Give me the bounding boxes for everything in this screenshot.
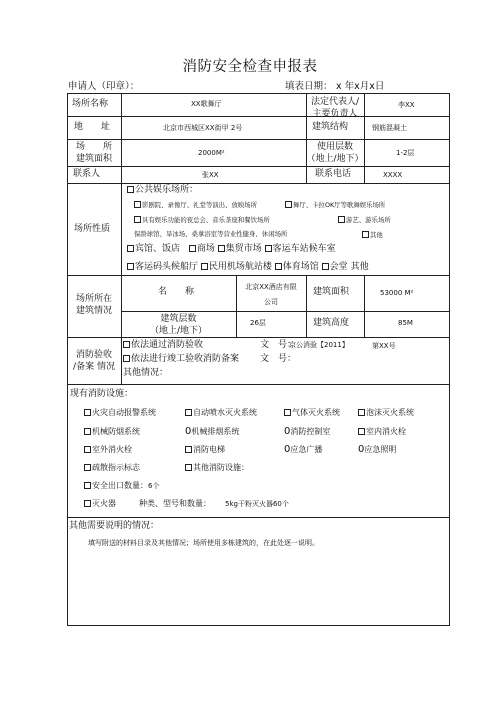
notes-text: 填写附送的材料目录及其他情况；场所使用多栋建筑的，在此处逐一说明。 (88, 539, 319, 547)
fac-control[interactable]: 0消防控制室 (284, 426, 331, 437)
venue-name: XX歌舞厅 (191, 100, 222, 108)
floors: 1-2层 (396, 149, 415, 157)
checkbox-icon (127, 245, 134, 252)
doc-value-1b: 第XX号 (372, 342, 396, 350)
checkbox-icon (201, 263, 208, 270)
opt-port[interactable]: 客运码头候船厅 (127, 262, 198, 272)
zero-mark: 0 (284, 426, 291, 437)
address: 北京市西城区XX街甲 2号 (163, 124, 243, 132)
acceptance-label: 消防验收 /备案 情况 (73, 350, 115, 373)
checkbox-icon (127, 263, 134, 270)
fac-foam[interactable]: 泡沫灭火系统 (358, 409, 414, 417)
public-ent-option[interactable]: 公共娱乐场所： (127, 186, 198, 195)
facilities-label: 现有消防设施： (70, 389, 134, 399)
opt-bus[interactable]: 客运车站候车室 (265, 244, 336, 254)
area-label: 场 所 建筑面积 (75, 142, 112, 165)
page-title: 消防安全检查申报表 (182, 59, 318, 75)
checkbox-icon (189, 245, 196, 252)
checkbox-icon (265, 245, 272, 252)
structure-label: 建筑结构 (312, 122, 349, 132)
fac-other[interactable]: 其他消防设施： (185, 464, 249, 472)
nature-row-1 (127, 245, 336, 254)
opt-gym[interactable]: 体育场馆 (275, 262, 319, 272)
doc-value-1: 京公消验【2011】 (289, 341, 349, 349)
extinguisher-option[interactable]: 灭火器 (84, 500, 116, 508)
opt-market[interactable]: 集贸市场 (218, 244, 262, 254)
checkbox-icon (84, 428, 91, 435)
checkbox-icon (185, 409, 192, 416)
ent-option-1[interactable]: 影剧院、录像厅、礼堂等演出、放映场所 (134, 201, 257, 208)
checkbox-icon (185, 464, 192, 471)
date-label: 填表日期： (285, 81, 333, 92)
checkbox-icon (358, 428, 365, 435)
fac-gas[interactable]: 气体灭火系统 (284, 409, 340, 417)
area: 2000M² (198, 149, 225, 157)
extinguisher-kind-label: 种类、型号和数量： (139, 499, 211, 508)
fac-sprinkler[interactable]: 自动喷水灭火系统 (185, 409, 257, 417)
checkbox-icon (84, 464, 91, 471)
checkbox-icon (134, 201, 141, 208)
notes-label: 其他需要说明的情况： (69, 521, 160, 531)
checkbox-icon (275, 263, 282, 270)
building-label: 场所所在 建筑情况 (75, 294, 112, 317)
phone: XXXX (383, 171, 403, 179)
doc-label-2: 文 号： (260, 354, 297, 364)
contact-label: 联系人 (73, 169, 101, 179)
legal-rep-label: 法定代表人/ 主要负责人 (310, 97, 360, 120)
fac-lighting[interactable]: 0应急照明 (358, 444, 397, 455)
applicant-label: 申请人（印章）： (68, 81, 140, 92)
building-height: 85M (398, 319, 413, 327)
zero-mark: 0 (284, 444, 291, 455)
ent-option-6[interactable]: 其他 (362, 231, 383, 238)
building-floors-label: 建筑层数 （地上/地下） (149, 314, 208, 337)
date-value: x 年x月x日 (336, 81, 385, 92)
fac-broadcast[interactable]: 0应急广播 (284, 444, 323, 455)
building-area-label: 建筑面积 (313, 287, 350, 297)
fac-alarm[interactable]: 火灾自动报警系统 (84, 409, 156, 417)
legal-rep: 李XX (398, 101, 415, 109)
ent-option-5[interactable]: 保龄球馆、旱冰场、桑拿浴室等营业性健身、休闲场所 (134, 230, 288, 238)
checkbox-icon (84, 409, 91, 416)
fac-elevator[interactable]: 消防电梯 (185, 446, 225, 454)
extinguisher-value: 5kg干粉灭火器60个 (225, 500, 289, 508)
fac-smoke[interactable]: 机械防烟系统 (84, 428, 140, 436)
checkbox-icon (322, 263, 329, 270)
building-height-label: 建筑高度 (313, 318, 350, 328)
checkbox-icon (127, 186, 134, 193)
nature-label: 场所性质 (74, 224, 111, 234)
contact: 张XX (202, 171, 219, 179)
opt-mall[interactable]: 商场 (189, 244, 215, 254)
building-name-label: 名 称 (158, 287, 195, 297)
checkbox-icon (84, 482, 91, 489)
fac-hydrant-out[interactable]: 室外消火栓 (84, 446, 132, 454)
address-label: 地 址 (74, 122, 111, 132)
checkbox-icon (362, 231, 369, 238)
acceptance-option-1[interactable]: 依法通过消防验收 (123, 341, 203, 350)
checkbox-icon (218, 245, 225, 252)
building-floors: 26层 (250, 319, 266, 327)
checkbox-icon (134, 216, 141, 223)
opt-hotel[interactable]: 宾馆、饭店 (127, 244, 180, 254)
checkbox-icon (338, 216, 345, 223)
checkbox-icon (123, 341, 130, 348)
checkbox-icon (123, 355, 130, 362)
ent-option-3[interactable]: 具有娱乐功能的夜总会、音乐茶座和餐饮场所 (134, 216, 270, 223)
checkbox-icon (358, 409, 365, 416)
acceptance-option-2[interactable]: 依法进行竣工验收消防备案 (123, 355, 239, 364)
acceptance-other: 其他情况： (123, 368, 169, 378)
checkbox-icon (84, 446, 91, 453)
zero-mark: 0 (185, 426, 192, 437)
venue-name-label: 场所名称 (72, 99, 109, 109)
doc-label-1: 文 号： (260, 340, 297, 350)
exits-count[interactable]: 安全出口数量：6个 (84, 482, 159, 490)
structure: 钢筋混凝土 (372, 124, 407, 132)
phone-label: 联系电话 (315, 169, 352, 179)
opt-other[interactable]: 其他 (350, 262, 369, 272)
checkbox-icon (185, 446, 192, 453)
floors-label: 使用层数 （地上/地下） (306, 142, 364, 165)
opt-airport[interactable]: 民用机场航站楼 (201, 262, 272, 272)
zero-mark: 0 (358, 444, 365, 455)
fac-exhaust[interactable]: 0机械排烟系统 (185, 426, 240, 437)
building-name: 北京XX酒店有限 公司 (245, 283, 297, 307)
ent-option-4[interactable]: 游艺、游乐场所 (338, 216, 391, 223)
ent-option-2[interactable]: 舞厅、卡拉OK厅等歌舞娱乐场所 (285, 201, 385, 208)
checkbox-icon (84, 500, 91, 507)
checkbox-icon (284, 409, 291, 416)
opt-hall[interactable]: 会堂 (322, 262, 348, 272)
nature-row-2 (127, 263, 369, 272)
fac-hydrant-in[interactable]: 室内消火栓 (358, 428, 406, 436)
checkbox-icon (285, 201, 292, 208)
building-area: 53000 M² (380, 289, 414, 297)
fac-evac[interactable]: 疏散指示标志 (84, 464, 140, 472)
